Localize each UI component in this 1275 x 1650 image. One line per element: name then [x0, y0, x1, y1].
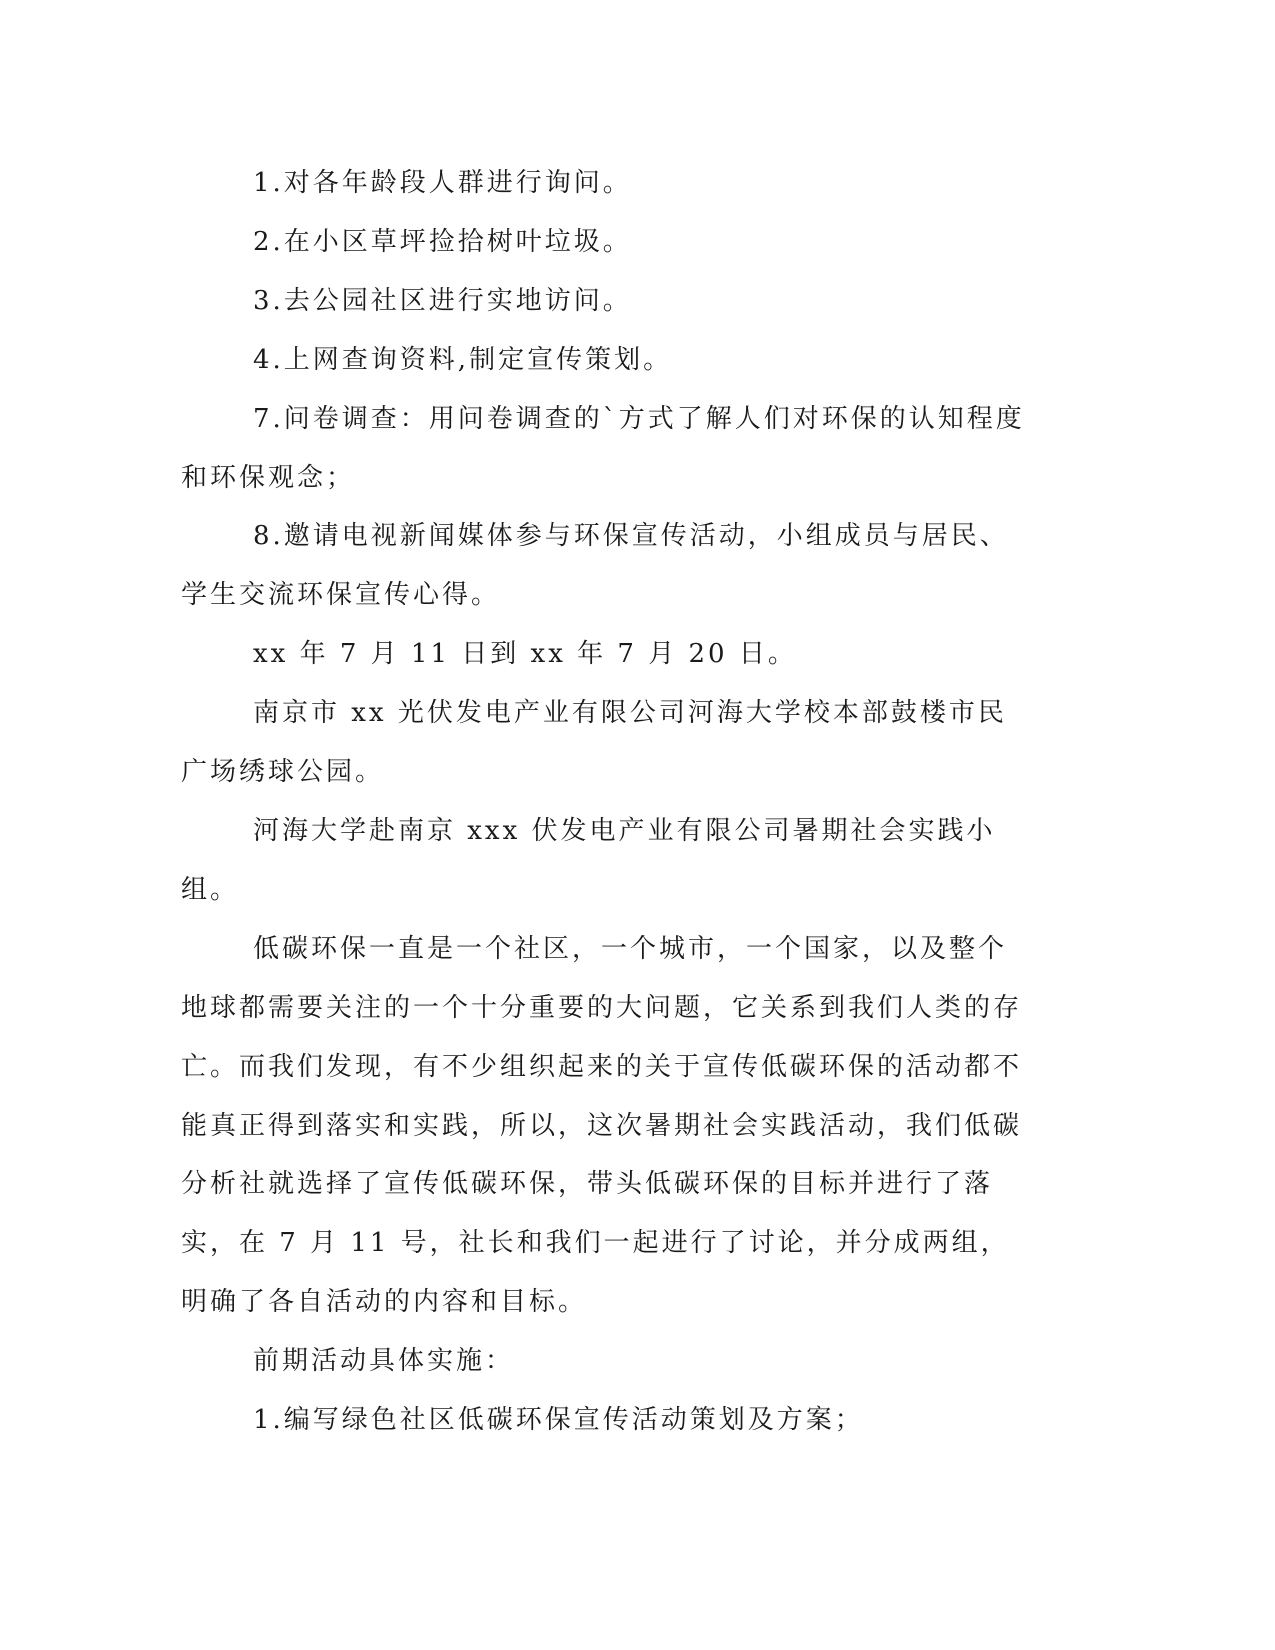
paragraph-12: 1.编写绿色社区低碳环保宣传活动策划及方案；	[253, 1405, 864, 1436]
paragraph-11: 前期活动具体实施：	[253, 1346, 515, 1377]
paragraph-1: 1.对各年龄段人群进行询问。	[253, 168, 632, 198]
paragraph-10: 低碳环保一直是一个社区，一个城市，一个国家，以及整个地球都需要关注的一个十分重要的大问题，它关系到我们人类的存亡。而我们发现，有不少组织起来的关于宣传低碳环保的活动都不能真正得到落实和实践，所以，这次暑期社会实践活动，我们低碳分析社就选择了宣传低碳环保，带头低碳环保的目标并进行了落实，在 7 月 11 号，社长和我们一起进行了讨论，并分成两组，明确了各自活动的内容和目标。	[181, 933, 1023, 1318]
paragraph-4: 4.上网查询资料,制定宣传策划。	[253, 344, 673, 375]
paragraph-6: 8.邀请电视新闻媒体参与环保宣传活动，小组成员与居民、学生交流环保宣传心得。	[181, 521, 1009, 611]
paragraph-3: 3.去公园社区进行实地访问。	[253, 285, 632, 316]
paragraph-8: 南京市 xx 光伏发电产业有限公司河海大学校本部鼓楼市民广场绣球公园。	[181, 698, 1007, 788]
document-body	[181, 154, 1033, 1450]
paragraph-7: xx 年 7 月 11 日到 xx 年 7 月 20 日。	[253, 639, 797, 670]
paragraph-5: 7.问卷调查：用问卷调查的`方式了解人们对环保的认知程度和环保观念；	[181, 403, 1025, 493]
paragraph-2: 2.在小区草坪捡拾树叶垃圾。	[253, 226, 632, 257]
paragraph-9: 河海大学赴南京 xxx 伏发电产业有限公司暑期社会实践小组。	[181, 815, 996, 905]
